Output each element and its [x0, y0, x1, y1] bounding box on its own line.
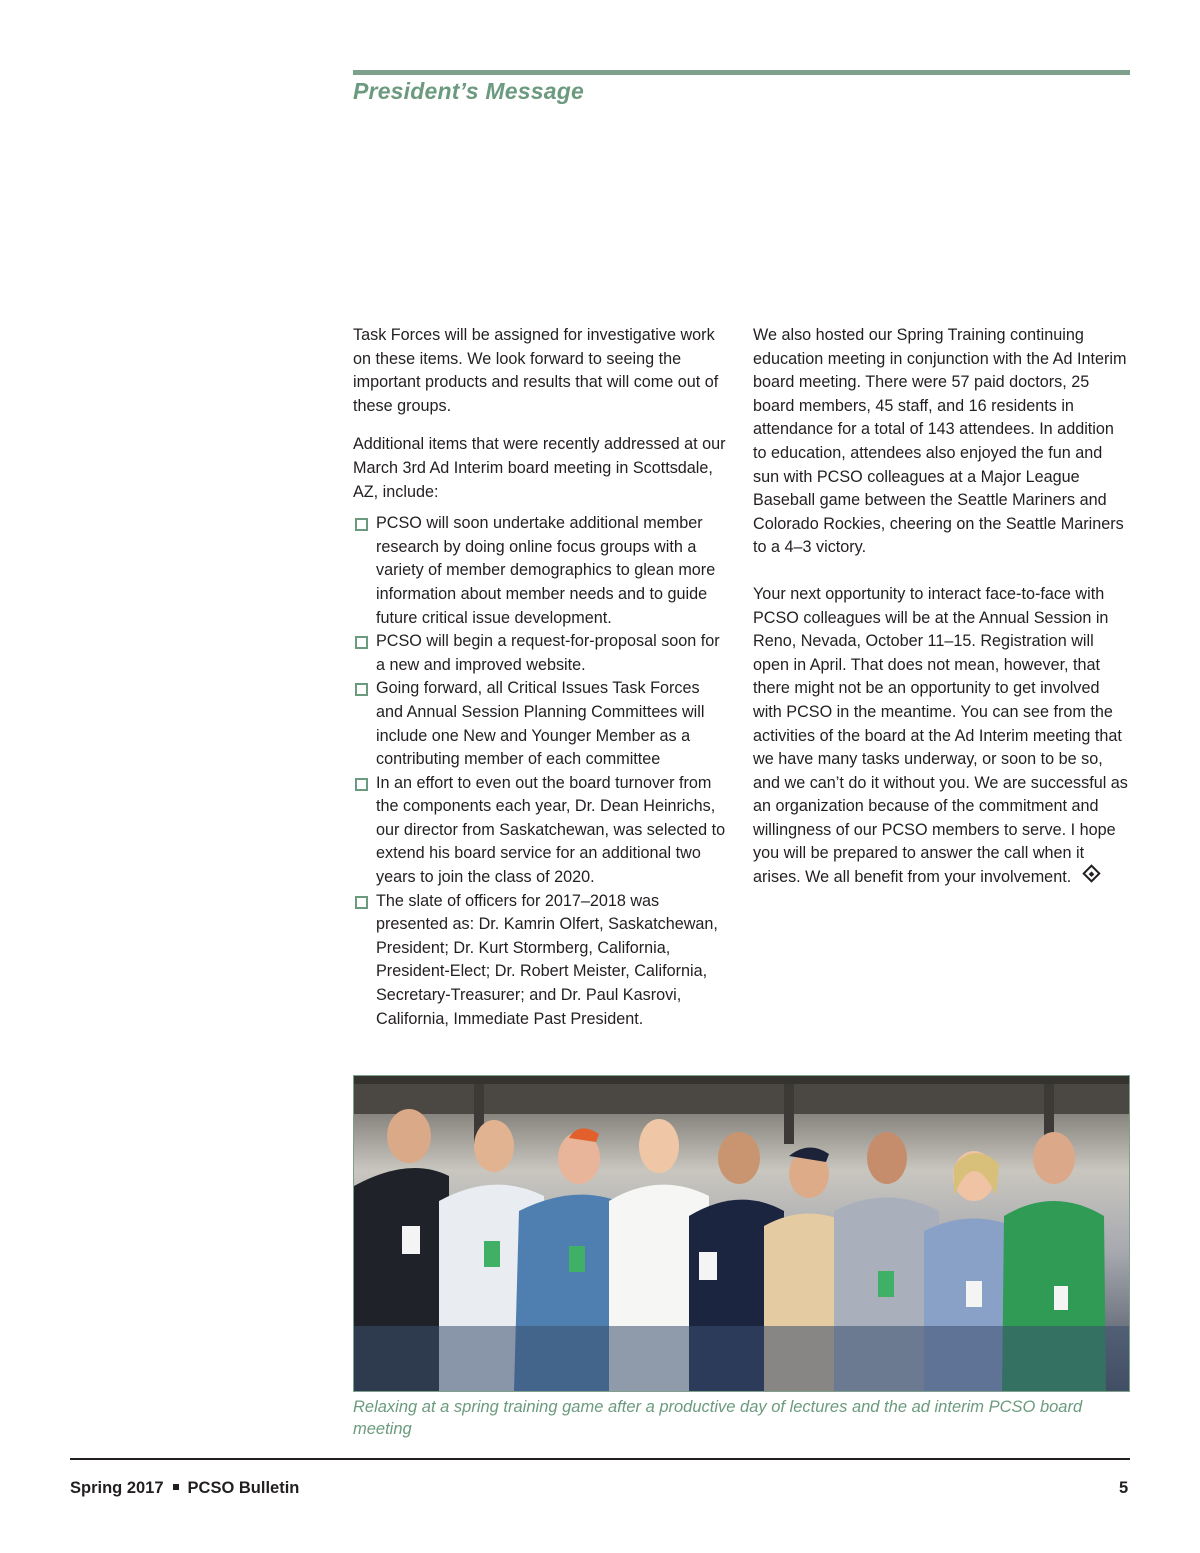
group-photo-illustration	[354, 1076, 1129, 1391]
list-item	[353, 677, 728, 771]
footer-rule	[70, 1458, 1130, 1460]
list-item-text: PCSO will soon undertake additional member research by doing online focus groups with a variety of member demographics to glean more information about member needs and to guide future critical issue development.	[376, 514, 716, 627]
end-of-article-diamond-icon	[1082, 864, 1100, 882]
page-number: 5	[1119, 1479, 1129, 1497]
list-item	[353, 890, 728, 1032]
square-bullet-icon	[355, 896, 368, 909]
group-photo	[353, 1075, 1130, 1392]
square-bullet-icon	[355, 518, 368, 531]
list-item-text: In an effort to even out the board turnover from the components each year, Dr. Dean Heinrichs, our director from Saskatchewan, was selected to extend his board service for an additional two years to join the class of 2020.	[376, 773, 726, 887]
list-item-text: PCSO will begin a request-for-proposal soon for a new and improved website.	[376, 632, 720, 674]
square-separator-icon	[173, 1484, 179, 1490]
footer-publication-info	[70, 1479, 299, 1498]
paragraph: Additional items that were recently addressed at our March 3rd Ad Interim board meeting in Scottsdale, AZ, include:	[353, 435, 726, 501]
list-item-text: Going forward, all Critical Issues Task Forces and Annual Session Planning Committees will include one New and Younger Member as a contributing member of each committee	[376, 679, 705, 769]
paragraph	[753, 583, 1131, 890]
list-item	[353, 772, 728, 890]
paragraph: Task Forces will be assigned for investigative work on these items. We look forward to seeing the important products and results that will come out of these groups.	[353, 326, 719, 415]
top-rule	[353, 70, 1130, 75]
square-bullet-icon	[355, 683, 368, 696]
footer-publication: PCSO Bulletin	[187, 1479, 300, 1497]
bullet-list	[353, 512, 728, 1031]
square-bullet-icon	[355, 778, 368, 791]
right-column	[753, 324, 1131, 890]
photo-caption: Relaxing at a spring training game after a productive day of lectures and the ad interim PCSO board meeting	[353, 1398, 1083, 1438]
paragraph-text: Your next opportunity to interact face-to-face with PCSO colleagues will be at the Annual Session in Reno, Nevada, October 11–15. Registration will open in April. That does not mean, however, that there might not be an opportunity to get involved with PCSO in the meantime. You can see from the activities of the board at the Ad Interim meeting that we have many tasks underway, or soon to be so, and we can’t do it without you. We are successful as an organization because of the commitment and willingness of our PCSO members to serve. I hope you will be prepared to answer the call when it arises. We all benefit from your involvement.	[753, 584, 1128, 887]
paragraph: We also hosted our Spring Training continuing education meeting in conjunction with the Ad Interim board meeting. There were 57 paid doctors, 25 board members, 45 staff, and 16 residents in attendance for a total of 143 attendees. In addition to education, attendees also enjoyed the fun and sun with PCSO colleagues at a Major League Baseball game between the Seattle Mariners and Colorado Rockies, cheering on the Seattle Mariners to a 4–3 victory.	[753, 326, 1127, 557]
left-column	[353, 324, 728, 1031]
people	[354, 1109, 1129, 1391]
section-title: President’s Message	[353, 78, 584, 104]
footer-issue: Spring 2017	[70, 1479, 164, 1497]
list-item-text: The slate of officers for 2017–2018 was presented as: Dr. Kamrin Olfert, Saskatchewan, President; Dr. Kurt Stormberg, California, President-Elect; Dr. Robert Meister, California, Secretary-Treasurer; and Dr. Paul Kasrovi, California, Immediate Past President.	[376, 891, 718, 1028]
square-bullet-icon	[355, 636, 368, 649]
list-item	[353, 512, 728, 630]
list-item	[353, 630, 728, 677]
